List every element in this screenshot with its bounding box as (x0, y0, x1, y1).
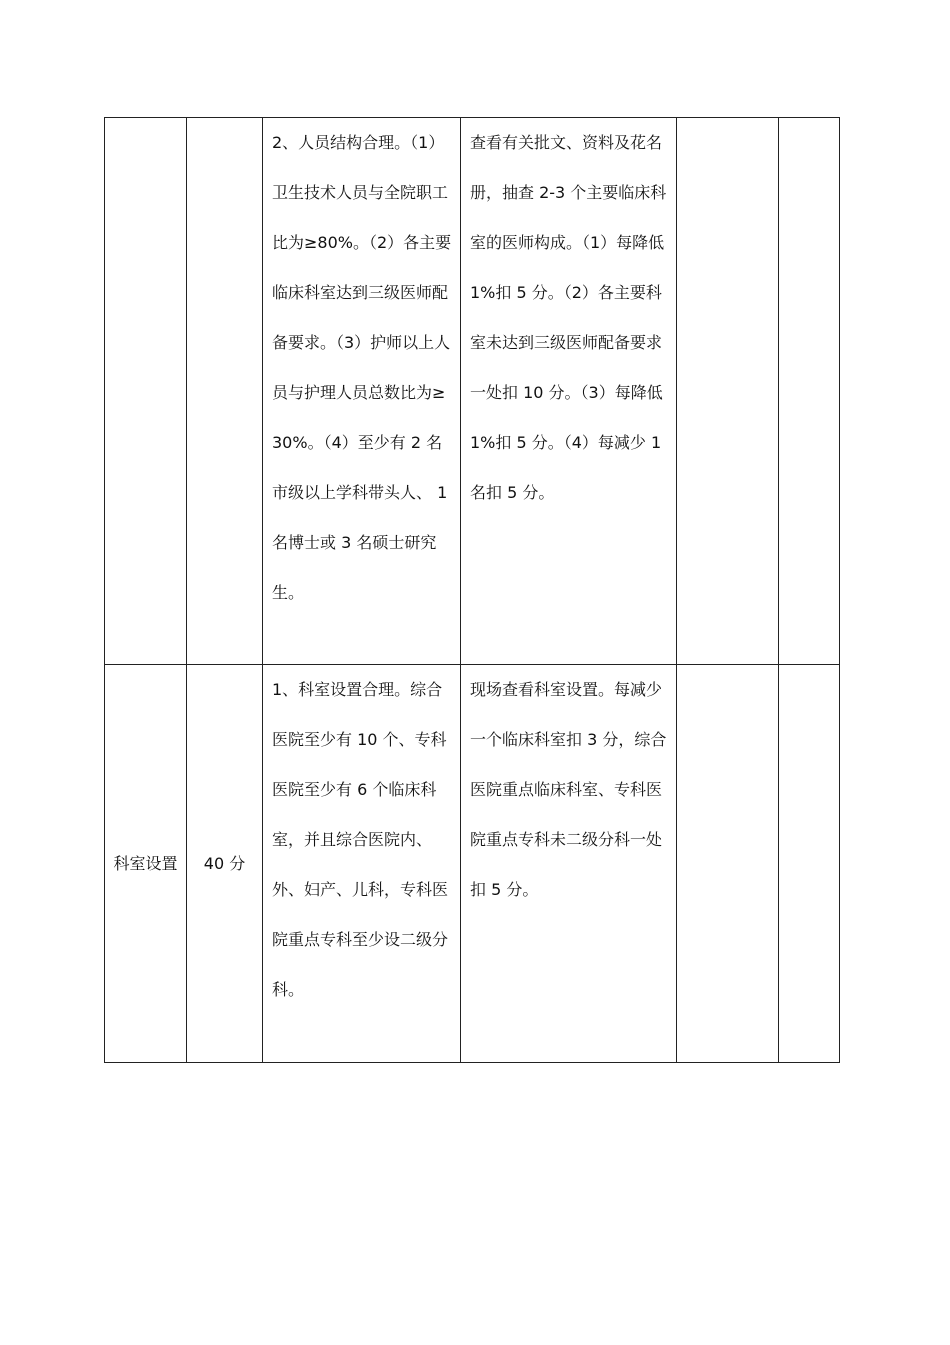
table-row (105, 118, 840, 665)
extra-cell-2 (779, 665, 840, 1063)
extra-cell-2 (779, 118, 840, 665)
score-text: 40 分 (203, 853, 246, 873)
extra-cell-1 (677, 665, 779, 1063)
standard-text: 2、人员结构合理。（1）卫生技术人员与全院职工比为≥80%。（2）各主要临床科室达到三级医师配备要求。（3）护师以上人员与护理人员总数比为≥30%。（4）至少有 2 名市级以上学科带头人、 1 名博士或 3 名硕士研究生。 (272, 133, 452, 602)
evaluation-table (104, 117, 840, 1063)
method-text: 现场查看科室设置。每减少一个临床科室扣 3 分，综合医院重点临床科室、专科医院重点专科未二级分科一处扣 5 分。 (470, 680, 667, 899)
category-text: 科室设置 (113, 853, 178, 873)
score-cell (187, 118, 263, 665)
table-row (105, 665, 840, 1063)
method-text: 查看有关批文、资料及花名册，抽查 2-3 个主要临床科室的医师构成。（1）每降低 1%扣 5 分。（2）各主要科室未达到三级医师配备要求一处扣 10 分。（3）每降低 1%扣 5 分。（4）每减少 1 名扣 5 分。 (470, 133, 667, 502)
category-cell (105, 118, 187, 665)
standard-text: 1、科室设置合理。综合医院至少有 10 个、专科医院至少有 6 个临床科室，并且综合医院内、外、妇产、儿科，专科医院重点专科至少设二级分科。 (272, 680, 449, 999)
category-cell (105, 665, 187, 1063)
method-cell (461, 118, 677, 665)
standard-cell (263, 118, 461, 665)
standard-cell (263, 665, 461, 1063)
method-cell (461, 665, 677, 1063)
score-cell (187, 665, 263, 1063)
extra-cell-1 (677, 118, 779, 665)
